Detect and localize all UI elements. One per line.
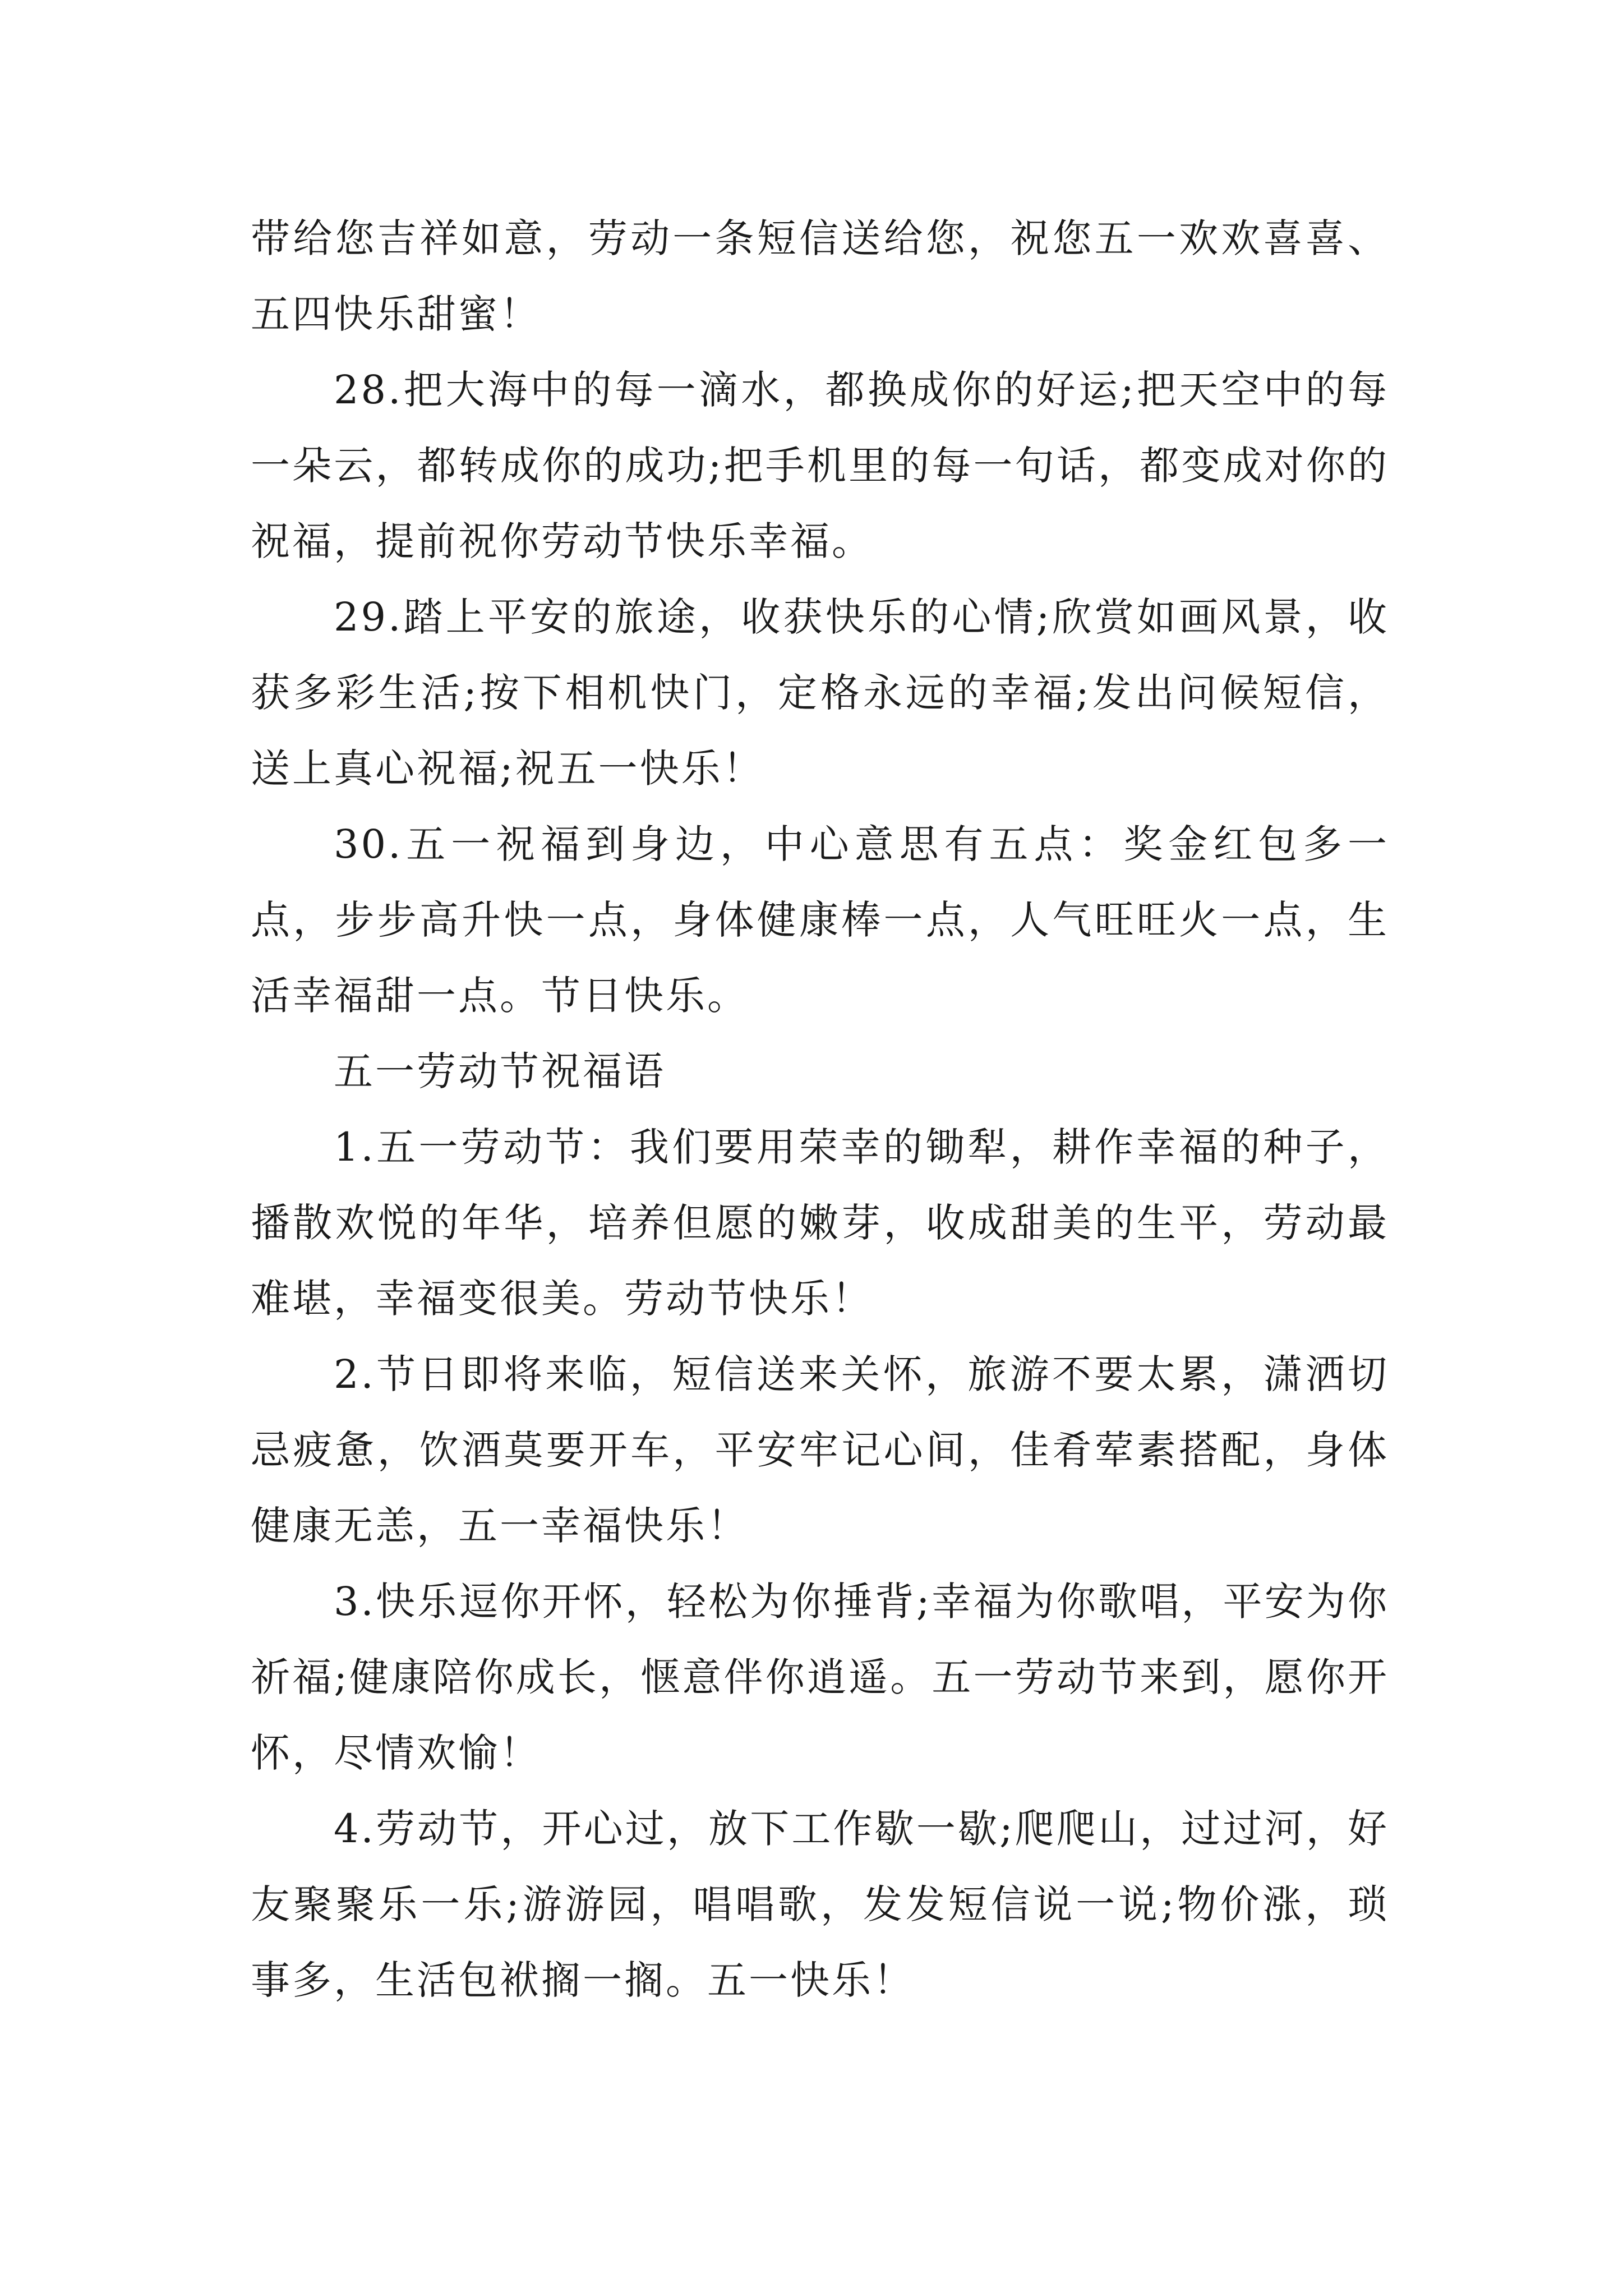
paragraph-item-3: 3.快乐逗你开怀，轻松为你捶背;幸福为你歌唱，平安为你祈福;健康陪你成长，惬意伴你逍遥。五一劳动节来到，愿你开怀，尽情欢愉！	[251, 1579, 1389, 1776]
document-body	[251, 201, 1389, 2018]
paragraph-item-29: 29.踏上平安的旅途，收获快乐的心情;欣赏如画风景，收获多彩生活;按下相机快门，定格永远的幸福;发出问候短信，送上真心祝福;祝五一快乐！	[251, 594, 1389, 792]
paragraph-continuation: 带给您吉祥如意，劳动一条短信送给您，祝您五一欢欢喜喜、五四快乐甜蜜！	[251, 215, 1389, 337]
paragraph-item-4: 4.劳动节，开心过，放下工作歇一歇;爬爬山，过过河，好友聚聚乐一乐;游游园，唱唱歌，发发短信说一说;物价涨，琐事多，生活包袱搁一搁。五一快乐！	[251, 1806, 1389, 2003]
paragraph-item-2: 2.节日即将来临，短信送来关怀，旅游不要太累，潇洒切忌疲惫，饮酒莫要开车，平安牢记心间，佳肴荤素搭配，身体健康无恙，五一幸福快乐！	[251, 1351, 1389, 1549]
paragraph-item-1: 1.五一劳动节：我们要用荣幸的锄犁，耕作幸福的种子，播散欢悦的年华，培养但愿的嫩芽，收成甜美的生平，劳动最难堪，幸福变很美。劳动节快乐！	[251, 1124, 1389, 1322]
paragraph-item-28: 28.把大海中的每一滴水，都换成你的好运;把天空中的每一朵云，都转成你的成功;把手机里的每一句话，都变成对你的祝福，提前祝你劳动节快乐幸福。	[251, 367, 1389, 564]
section-heading: 五一劳动节祝福语	[334, 1048, 666, 1094]
paragraph-item-30: 30.五一祝福到身边，中心意思有五点：奖金红包多一点，步步高升快一点，身体健康棒一点，人气旺旺火一点，生活幸福甜一点。节日快乐。	[251, 821, 1389, 1019]
